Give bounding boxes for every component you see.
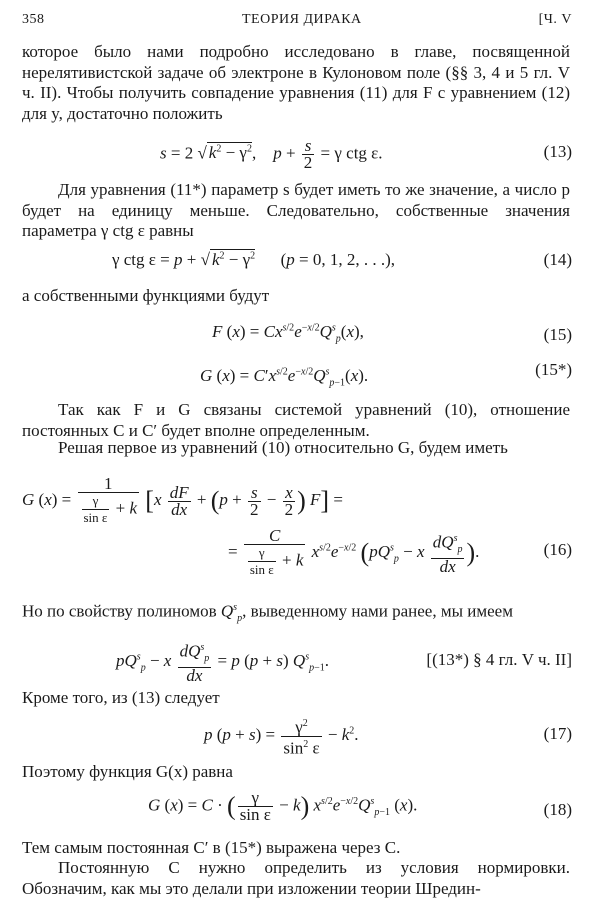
paragraph-2: Для уравнения (11*) параметр s будет иметь то же значение, а число p будет на единицу меньше. Следовательно, собственные значения параметра γ ctg ε равны bbox=[22, 180, 570, 240]
equation-13: s = 2 √ $k^2 - \gamma^2$, p + $\frac{s}{2}$ = γ ctg ε. bbox=[160, 136, 383, 172]
equation-q-recurrence: $pQ^s_p - x$ $\frac{dQ^s_p}{dx}$ = p (p + s) $Q^s_{p-1}$. bbox=[116, 641, 329, 686]
equation-16-line-1: G (x) = 1 $\frac{\gamma}{\text{sin ε}}$ + k [x $\frac{dF}{dx}$ + (p + $\frac{s}{2}$ − $\frac{x}{2}$ ) F] = bbox=[22, 474, 343, 525]
eq-number-15: (15) bbox=[543, 325, 572, 344]
eq-number-15-star: (15*) bbox=[535, 360, 572, 379]
paragraph-3: а собственными функциями будут bbox=[22, 286, 270, 305]
section-ref: [Ч. V bbox=[538, 12, 572, 27]
equation-14: γ ctg ε = p + √ $k^2 - \gamma^2$ (p = 0, 1, 2, . . .), bbox=[112, 250, 396, 269]
eq-number-16: (16) bbox=[543, 540, 572, 559]
equation-15: F $(x) = Cx^{s/2}e^{-x/2}Q^s_p(x)$, bbox=[212, 322, 364, 345]
paragraph-5: Решая первое из уравнений (10) относительно G, будем иметь bbox=[58, 438, 508, 457]
paragraph-8: Поэтому функция G(x) равна bbox=[22, 762, 233, 781]
paragraph-7: Кроме того, из (13) следует bbox=[22, 688, 220, 707]
eq-number-17: (17) bbox=[543, 724, 572, 743]
running-title: ТЕОРИЯ ДИРАКА bbox=[242, 12, 362, 27]
equation-15-star: G $(x) = C'x^{s/2}e^{-x/2}Q^s_{p-1}(x)$. bbox=[200, 366, 369, 389]
eq-number-18: (18) bbox=[543, 800, 572, 819]
equation-18: G (x) = C · ( $\frac{\gamma}{\text{sin ε}}$ − k) $x^{s/2}e^{-x/2}Q^s_{p-1}$ (x). bbox=[148, 788, 418, 824]
paragraph-10: Постоянную C нужно определить из условия нормировки. Обозначим, как мы это делали при изложении теории Шредин- bbox=[22, 858, 570, 898]
paragraph-4: Так как F и G связаны системой уравнений (10), отношение постоянных C и C′ будет вполне определенным. bbox=[22, 400, 570, 440]
eq-reference-q: [(13*) § 4 гл. V ч. II] bbox=[426, 650, 572, 669]
eq-number-14: (14) bbox=[543, 250, 572, 269]
equation-17: p (p + s) = $\frac{\gamma^2}{\sin^2 \varepsilon}$ − $k^2$. bbox=[204, 717, 359, 758]
paragraph-9: Тем самым постоянная C′ в (15*) выражена через C. bbox=[22, 838, 401, 857]
equation-16-line-2: = C $\frac{\gamma}{\text{sin ε}}$ + k $x^{s/2}e^{-x/2}$ ($pQ^s_p - x$ $\frac{dQ^s_p}{dx}$ ). bbox=[228, 526, 480, 577]
page-number: 358 bbox=[22, 12, 45, 27]
paragraph-6: Но по свойству полиномов $Q^s_p$, выведенному нами ранее, мы имеем bbox=[22, 601, 513, 625]
eq-number-13: (13) bbox=[543, 142, 572, 161]
paragraph-1: которое было нами подробно исследовано в главе, посвященной нерелятивистской задаче об электроне в Кулоновом поле (§§ 3, 4 и 5 гл. V ч. II). Чтобы получить совпадение уравнения (11) для F с уравнением (12) для y, достаточно положить bbox=[22, 42, 570, 123]
